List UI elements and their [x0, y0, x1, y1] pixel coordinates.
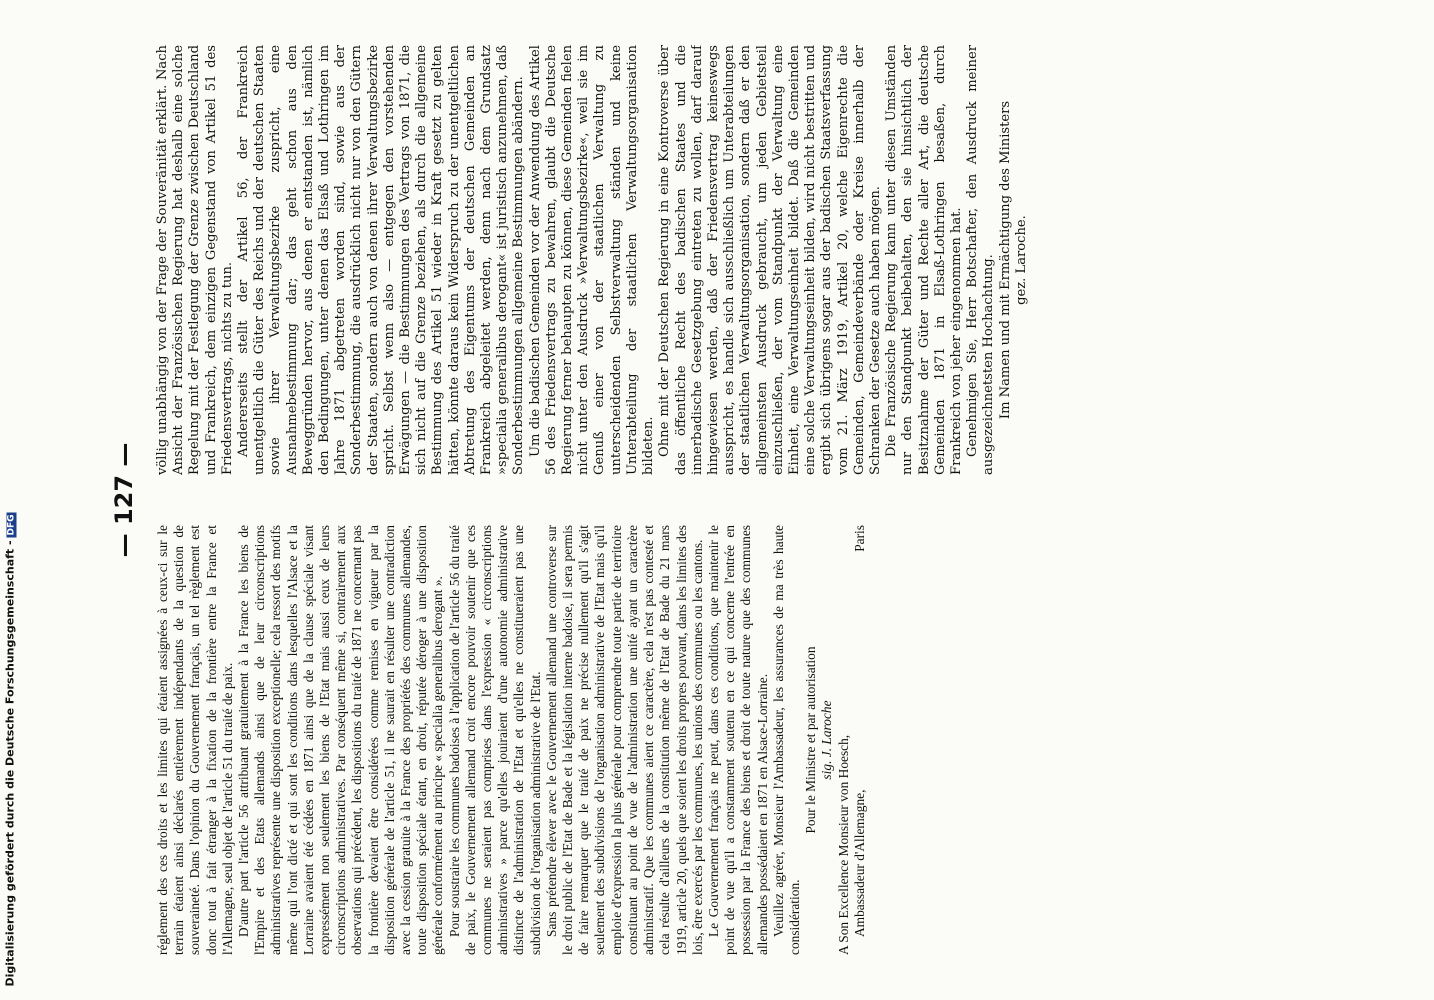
german-closing: Genehmigen Sie, Herr Botschafter, den Ausdruck meiner ausgezeichnetsten Hochachtung. — [965, 45, 997, 475]
dfg-logo: DFG — [6, 514, 17, 536]
french-signature: sig. J. Laroche — [819, 700, 835, 780]
french-paragraph: réglement des ces droits et les limites qui étaient assignées à ceux-ci sur le terrain étaient ainsi déclarés entièrement indépendants de la question de souveraineté. Dans l'opinion du Gouvernement français, un tel règlement est donc tout à fait étranger à la fixation de la frontière entre la France et l'Allemagne, seul objet de l'article 51 du traité de paix. — [155, 525, 235, 955]
footer-credit: Digitalisierung gefördert durch die Deutsche Forschungsgemeinschaft - — [3, 540, 17, 987]
german-paragraph: Um die badischen Gemeinden vor der Anwendung des Artikel 56 des Friedensvertrags zu bewahren, glaubt die Deutsche Regierung ferner behaupten zu können, diese Gemeinden fielen nicht unter den Ausdruck »Verwaltungsbezirke«, weil sie im Genuß einer von der staatlichen Verwaltung zu unterscheidenden Selbstverwaltung ständen und keine Unterabteilung der staatlichen Verwaltungsorganisation bildeten. — [527, 45, 657, 475]
french-paragraph: D'autre part l'article 56 attribuant gratuitement à la France les biens de l'Empire et des Etats allemands ainsi que de leur circonscriptions administratives représente une disposition exceptionelle; cela ressort des motifs même qui l'ont dicté et qui sont les conditions dans lesquelles l'Alsace et la Lorraine avaient été cédées en 1871 ainsi que de la clause spéciale visant expressément non seulement les biens de l'Etat mais aussi ceux de leurs circonscriptions administratives. Par conséquent même si, contrairement aux observations qui précédent, les dispositions du traité de 1871 ne concernant pas la frontière devaient être considérées comme remises en vigueur par la disposition générale de l'article 51, il ne saurait en résulter une contradiction avec la cession gratuite à la France des propriétés des communes allemandes, toute disposition spéciale étant, en droit, réputée déroger à une disposition générale conformément au principe « specialia generalibus derogant ». — [236, 525, 446, 955]
french-addressee-title: Ambassadeur d'Allemagne, — [851, 789, 867, 937]
french-column — [155, 525, 1275, 955]
french-authorization: Pour le Ministre et par autorisation — [803, 646, 819, 834]
french-closing: Veuillez agréer, Monsieur l'Ambassadeur, les assurances de ma très haute considération. — [770, 525, 802, 955]
french-addressee-line — [852, 525, 868, 955]
digitization-footer — [0, 0, 17, 1000]
page-number: — 127 — — [110, 442, 138, 558]
french-paragraph: Sans prétendre élever avec le Gouvernement allemand une controverse sur le droit public de l'Etat de Bade et la législation interne badoise, il sera permis de faire remarquer que le traité de paix ne précise nullement qu'il s'agit seulement des subdivisions de l'organisation administrative de l'Etat mais qu'il emploie d'expression la plus générale pour comprendre toute partie de territoire constituant au point de vue de l'administration une unité ayant un caractère administratif. Que les communes aient ce caractère, cela n'est pas contesté et cela résulte d'ailleurs de la constitution même de l'Etat de Bade du 21 mars 1919, article 20, quels que soient les droits propres pouvant, dans les limites des lois, être exercés par les communes, les unions des communes ou les cantons. — [543, 525, 705, 955]
french-paragraph: Le Gouvernement français ne peut, dans ces conditions, que maintenir le point de vue qu'il a constamment soutenu en ce qui concerne l'entrée en possession par la France des biens et droit de toute nature que des communes allemandes possédaient en 1871 en Alsace-Lorraine. — [705, 525, 770, 955]
german-authorization: Im Namen und mit Ermächtigung des Ministers — [997, 100, 1013, 420]
german-signature: gez. Laroche. — [1013, 215, 1029, 305]
french-paragraph: Pour soustraire les communes badoises à l'application de l'article 56 du traité de paix, le Gouvernement allemand croit encore pouvoir soutenir que ces communes ne seraient pas comprises dans l'expression « circonscriptions administratives » parce qu'elles jouiraient d'une autonomie administrative distincte de l'administration de l'Etat et qu'elles ne constitueraient pas une subdivision de l'organisation administrative de l'Etat. — [446, 525, 543, 955]
german-column — [155, 45, 1275, 475]
french-addressee-city: Paris — [851, 525, 867, 552]
german-paragraph: Andererseits stellt der Artikel 56, der Frankreich unentgeltlich die Güter des Reichs und der deutschen Staaten sowie ihrer Verwaltungsbezirke zuspricht, eine Ausnahmebestimmung dar; das geht schon aus den Beweggründen hervor, aus denen er entstanden ist, nämlich den Bedingungen, unter denen das Elsaß und Lothringen im Jahre 1871 abgetreten worden sind, sowie aus der Sonderbestimmung, die ausdrücklich nicht nur von den Gütern der Staaten, sondern auch von denen ihrer Verwaltungsbezirke spricht. Selbst wenn also — entgegen den vorstehenden Erwägungen — die Bestimmungen des Vertrags von 1871, die sich nicht auf die Grenze beziehen, als durch die allgemeine Bestimmung des Artikel 51 wieder in Kraft gesetzt zu gelten hätten, könnte daraus kein Widerspruch zu der unentgeltlichen Abtretung des Eigentums der deutschen Gemeinden an Frankreich abgeleitet werden, denn nach dem Grundsatz »specialia generalibus derogant« ist juristisch anzunehmen, daß Sonderbestimmungen allgemeine Bestimmungen abändern. — [236, 45, 527, 475]
footer-text-line — [4, 7, 17, 987]
german-paragraph: völlig unabhängig von der Frage der Souveränität erklärt. Nach Ansicht der Französischen Regierung hat deshalb eine solche Regelung mit der Festlegung der Grenze zwischen Deutschland und Frankreich, dem einzigen Gegenstand von Artikel 51 des Friedensvertrags, nichts zu tun. — [155, 45, 235, 475]
german-paragraph: Ohne mit der Deutschen Regierung in eine Kontroverse über das öffentliche Recht des badischen Staates und die innerbadische Gesetzgebung eintreten zu wollen, darf darauf hingewiesen werden, daß der Friedensvertrag keineswegs ausspricht, es handle sich ausschließlich um Unterabteilungen der staatlichen Verwaltungsorganisation, sondern daß er den allgemeinsten Ausdruck gebraucht, um jeden Gebietsteil einzuschließen, der vom Standpunkt der Verwaltung eine Einheit, eine Verwaltungseinheit bildet. Daß die Gemeinden eine solche Verwaltungseinheit bilden, wird nicht bestritten und ergibt sich übrigens sogar aus der badischen Staatsverfassung vom 21. März 1919, Artikel 20, welche Eigenrechte die Gemeinden, Gemeindeverbände oder Kreise innerhalb der Schranken der Gesetze auch haben mögen. — [657, 45, 883, 475]
french-addressee: A Son Excellence Monsieur von Hoesch, — [835, 734, 851, 955]
german-paragraph: Die Französische Regierung kann unter diesen Umständen nur den Standpunkt beibehalten, den sie hinsichtlich der Besitznahme der Güter und Rechte aller Art, die deutsche Gemeinden 1871 in Elsaß-Lothringen besaßen, durch Frankreich von jeher eingenommen hat. — [884, 45, 964, 475]
